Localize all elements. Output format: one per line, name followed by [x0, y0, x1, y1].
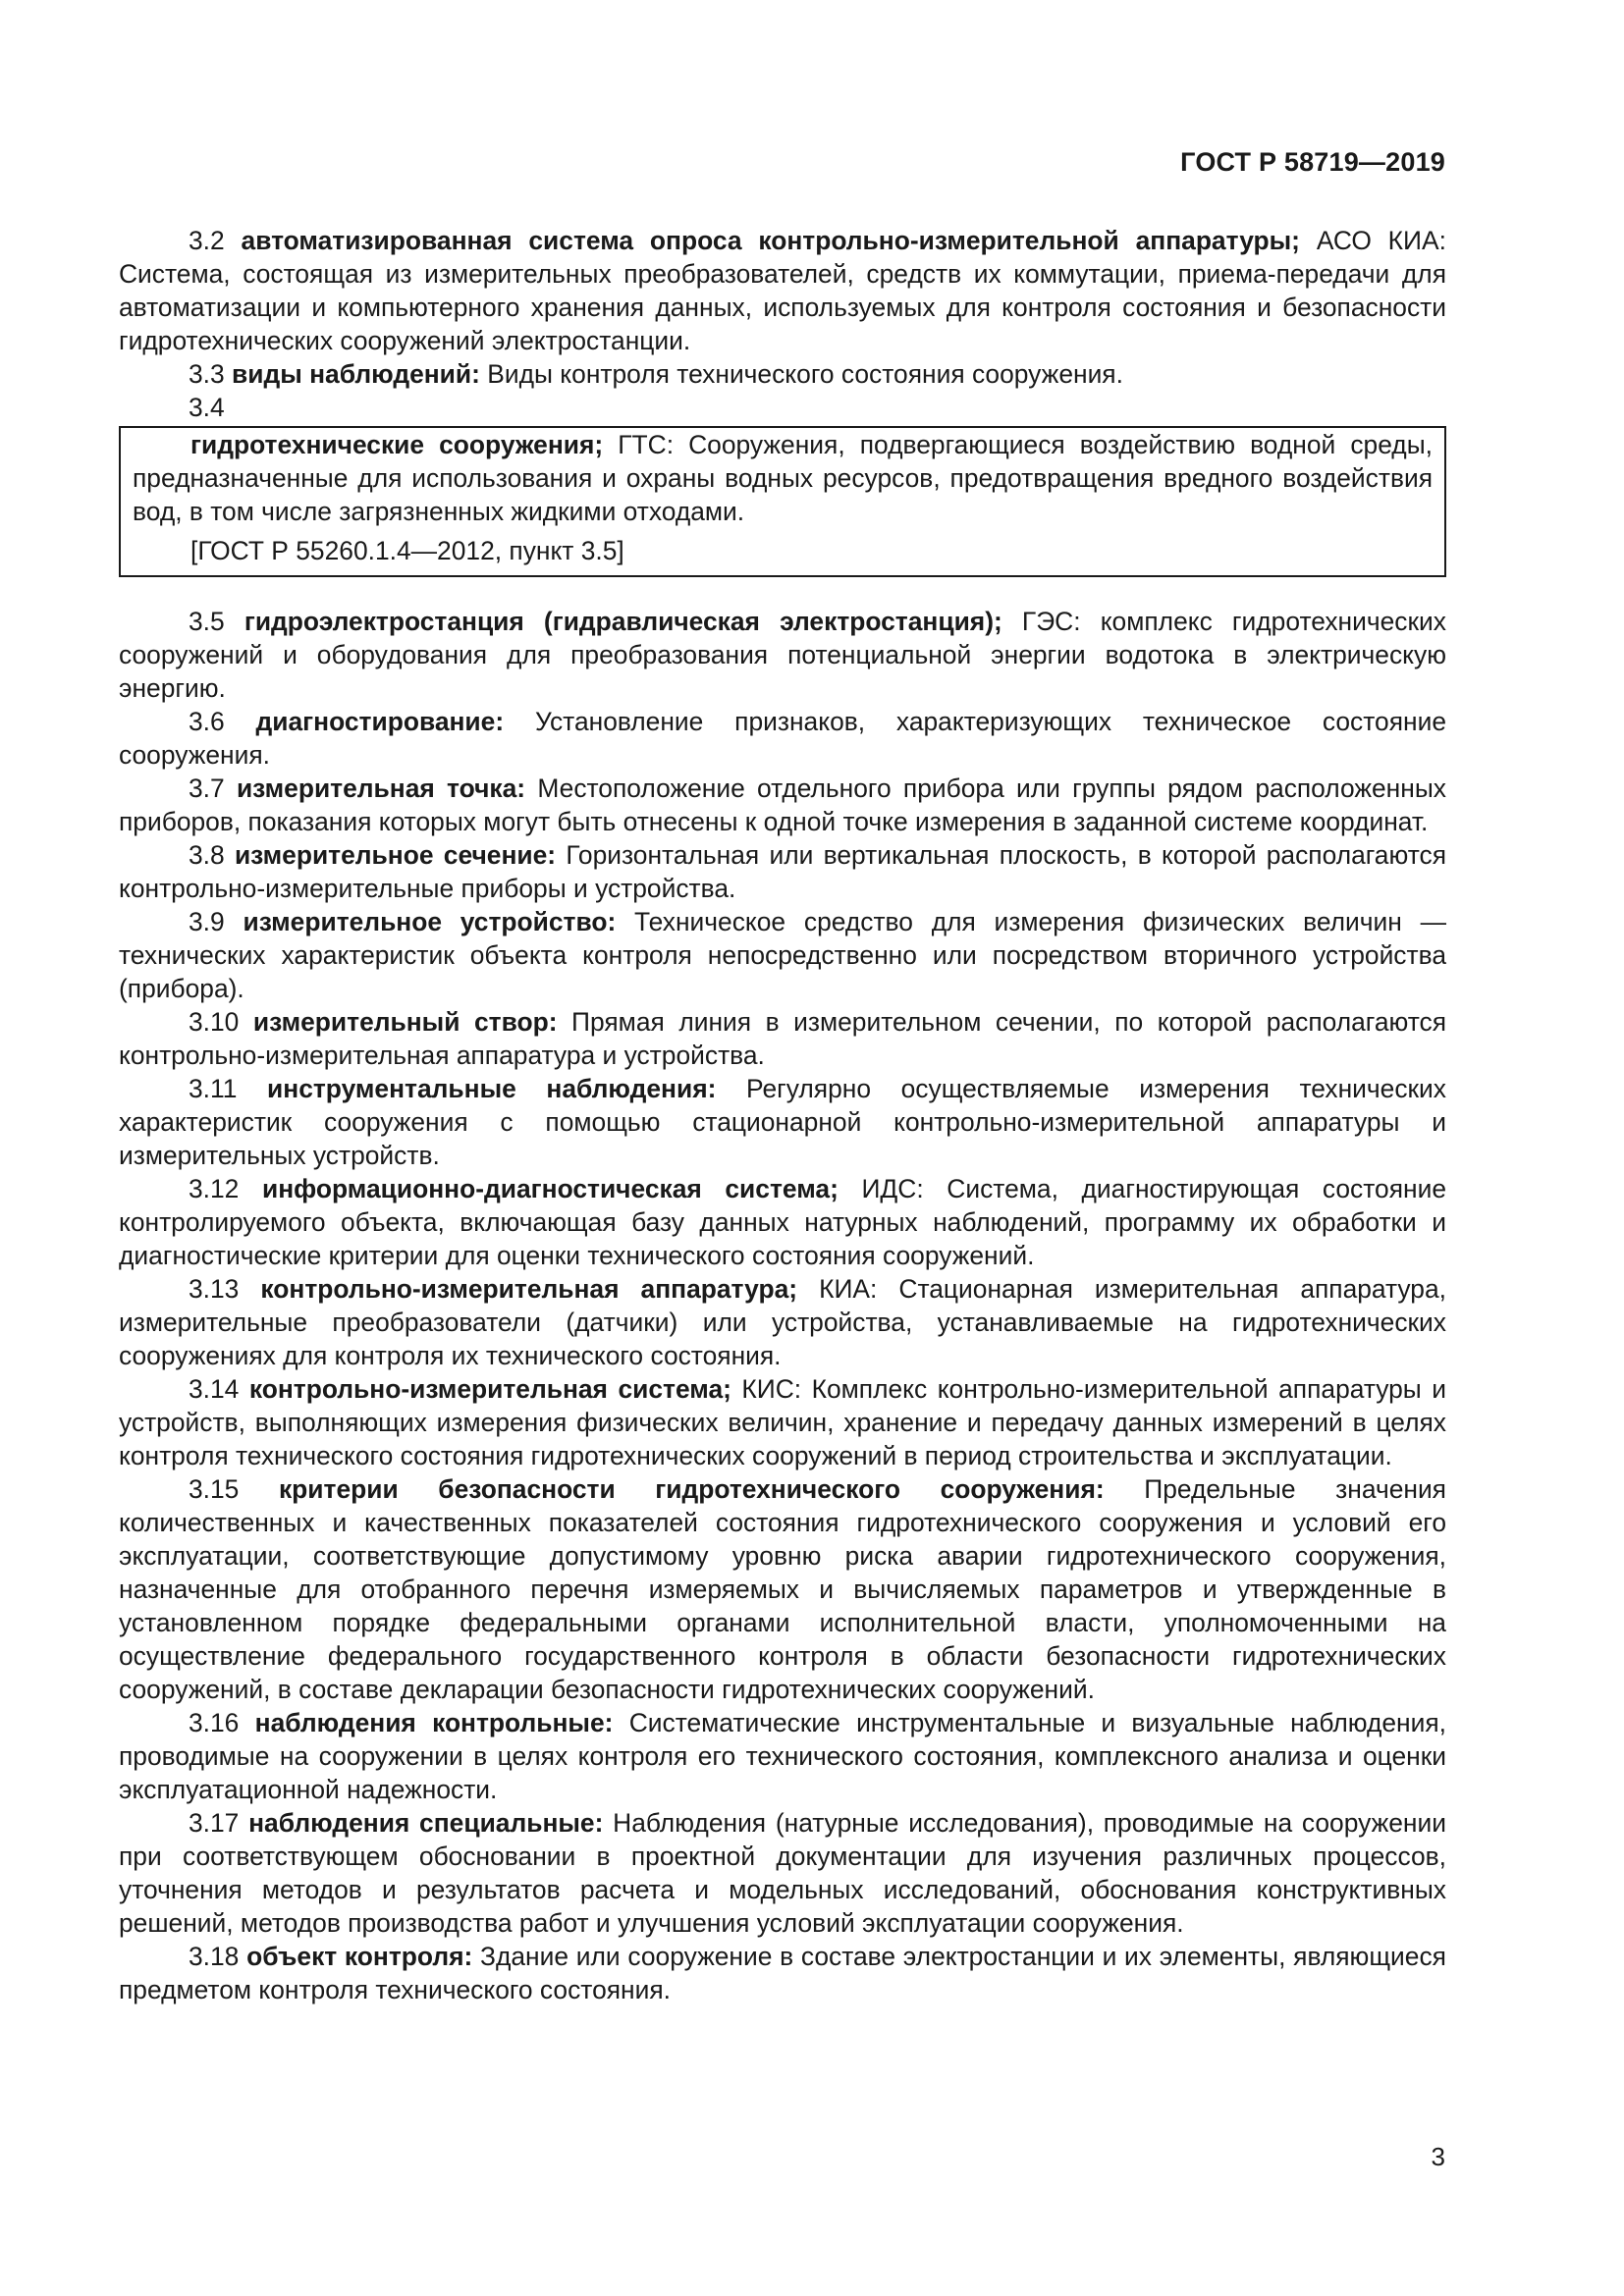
boxed-term-definition — [119, 426, 1446, 577]
entry-definition: Систематические инструментальные и визуальные наблюдения, проводимые на сооружении в целях контроля его технического состояния, комплексного анализа и оценки эксплуатационной надежности. — [119, 1708, 1446, 1804]
entry-term: критерии безопасности гидротехнического сооружения: — [278, 1474, 1105, 1504]
entry-term: измерительный створ: — [252, 1007, 558, 1037]
entry-term: объект контроля: — [246, 1942, 473, 1971]
term-entry-3-18 — [119, 1940, 1446, 2006]
entry-term: информационно-диагностическая система; — [261, 1174, 839, 1203]
entry-number: 3.12 — [189, 1174, 240, 1203]
entry-term: измерительное сечение: — [234, 840, 557, 870]
entry-number: 3.6 — [189, 707, 225, 736]
entry-definition: Здание или сооружение в составе электростанции и их элементы, являющиеся предметом контроля технического состояния. — [119, 1942, 1446, 2004]
term-entry-3-17 — [119, 1806, 1446, 1940]
term-entry-3-4 — [133, 428, 1433, 528]
entry-term: инструментальные наблюдения: — [267, 1074, 717, 1103]
entry-term: измерительное устройство: — [243, 907, 617, 936]
entry-number: 3.16 — [189, 1708, 240, 1737]
entry-term: контрольно-измерительная система; — [248, 1374, 731, 1404]
entry-definition: Наблюдения (натурные исследования), проводимые на сооружении при соответствующем обосновании в проектной документации для изучения различных процессов, уточнения методов и результатов расчета и модельных исследований, обоснования конструктивных решений, методов производства работ и улучшения условий эксплуатации сооружения. — [119, 1808, 1446, 1938]
entry-term: диагностирование: — [255, 707, 505, 736]
entry-term: наблюдения специальные: — [248, 1808, 604, 1838]
term-entry-3-11 — [119, 1072, 1446, 1172]
entry-number: 3.7 — [189, 774, 225, 803]
entry-number: 3.3 — [189, 359, 225, 389]
entry-definition: КИА: Стационарная измерительная аппаратура, измерительные преобразователи (датчики) или устройства, устанавливаемые на гидротехнических сооружениях для контроля их технического состояния. — [119, 1274, 1446, 1370]
entry-term: наблюдения контрольные: — [254, 1708, 614, 1737]
term-entry-3-5 — [119, 605, 1446, 705]
entry-number: 3.13 — [189, 1274, 240, 1304]
source-reference: [ГОСТ Р 55260.1.4—2012, пункт 3.5] — [190, 536, 624, 565]
entry-definition: Техническое средство для измерения физических величин — технических характеристик объекта контроля непосредственно или посредством вторичного устройства (прибора). — [119, 907, 1446, 1003]
term-entry-3-15 — [119, 1472, 1446, 1706]
entry-definition: Предельные значения количественных и качественных показателей состояния гидротехнического сооружения и условий его эксплуатации, соответствующие допустимому уровню риска аварии гидротехнического сооружения, назначенные для отобранного перечня измеряемых и вычисляемых параметров и утвержденные в установленном порядке федеральными органами исполнительной власти, уполномоченными на осуществление федерального государственного контроля в области безопасности гидротехнических сооружений, в составе декларации безопасности гидротехнических сооружений. — [119, 1474, 1446, 1704]
standard-code-header: ГОСТ Р 58719—2019 — [1180, 147, 1445, 177]
entry-definition: Установление признаков, характеризующих техническое состояние сооружения. — [119, 707, 1446, 770]
term-entry-3-7 — [119, 772, 1446, 838]
entry-number: 3.5 — [189, 607, 225, 636]
entry-definition: ГЭС: комплекс гидротехнических сооружений и оборудования для преобразования потенциальной энергии водотока в электрическую энергию. — [119, 607, 1446, 703]
term-entry-3-3 — [119, 357, 1446, 391]
entry-number: 3.4 — [189, 393, 225, 422]
term-entry-3-6 — [119, 705, 1446, 772]
entry-number: 3.14 — [189, 1374, 240, 1404]
entry-definition: Местоположение отдельного прибора или группы рядом расположенных приборов, показания которых могут быть отнесены к одной точке измерения в заданной системе координат. — [119, 774, 1446, 836]
entry-term: гидроэлектростанция (гидравлическая электростанция); — [244, 607, 1002, 636]
entry-definition: АСО КИА: Система, состоящая из измерительных преобразователей, средств их коммутации, приема-передачи для автоматизации и компьютерного хранения данных, используемых для контроля состояния и безопасности гидротехнических сооружений электростанции. — [119, 226, 1446, 355]
term-entry-3-13 — [119, 1272, 1446, 1372]
entry-term: гидротехнические сооружения; — [190, 430, 604, 459]
term-entry-3-16 — [119, 1706, 1446, 1806]
entry-definition: Виды контроля технического состояния сооружения. — [487, 359, 1123, 389]
entry-number: 3.8 — [189, 840, 225, 870]
entry-definition: Горизонтальная или вертикальная плоскость, в которой располагаются контрольно-измерительные приборы и устройства. — [119, 840, 1446, 903]
entry-definition: ГТС: Сооружения, подвергающиеся воздействию водной среды, предназначенные для использования и охраны водных ресурсов, предотвращения вредного воздействия вод, в том числе загрязненных жидкими отходами. — [133, 430, 1433, 526]
entry-term: контрольно-измерительная аппаратура; — [260, 1274, 798, 1304]
entry-definition: ИДС: Система, диагностирующая состояние контролируемого объекта, включающая базу данных натурных наблюдений, программу их обработки и диагностические критерии для оценки технического состояния сооружений. — [119, 1174, 1446, 1270]
term-entry-3-9 — [119, 905, 1446, 1005]
entry-number: 3.17 — [189, 1808, 240, 1838]
entry-definition: КИС: Комплекс контрольно-измерительной аппаратуры и устройств, выполняющих измерения физических величин, хранение и передачу данных измерений в целях контроля технического состояния гидротехнических сооружений в период строительства и эксплуатации. — [119, 1374, 1446, 1470]
entry-term: автоматизированная система опроса контрольно-измерительной аппаратуры; — [241, 226, 1300, 255]
entry-definition: Прямая линия в измерительном сечении, по которой располагаются контрольно-измерительная аппаратура и устройства. — [119, 1007, 1446, 1070]
term-entry-3-8 — [119, 838, 1446, 905]
term-entry-3-12 — [119, 1172, 1446, 1272]
entry-number: 3.9 — [189, 907, 225, 936]
entry-number: 3.15 — [189, 1474, 240, 1504]
term-entry-3-2 — [119, 224, 1446, 357]
terms-definitions-section — [119, 224, 1446, 2006]
entry-number: 3.11 — [189, 1074, 238, 1103]
term-entry-3-14 — [119, 1372, 1446, 1472]
entry-term: измерительная точка: — [236, 774, 526, 803]
term-entry-3-4-number — [119, 391, 1446, 424]
entry-number: 3.18 — [189, 1942, 240, 1971]
entry-definition: Регулярно осуществляемые измерения технических характеристик сооружения с помощью стационарной контрольно-измерительной аппаратуры и измерительных устройств. — [119, 1074, 1446, 1170]
entry-term: виды наблюдений: — [232, 359, 480, 389]
entry-number: 3.10 — [189, 1007, 240, 1037]
page-number: 3 — [1431, 2142, 1445, 2171]
term-entry-3-10 — [119, 1005, 1446, 1072]
entry-number: 3.2 — [189, 226, 225, 255]
